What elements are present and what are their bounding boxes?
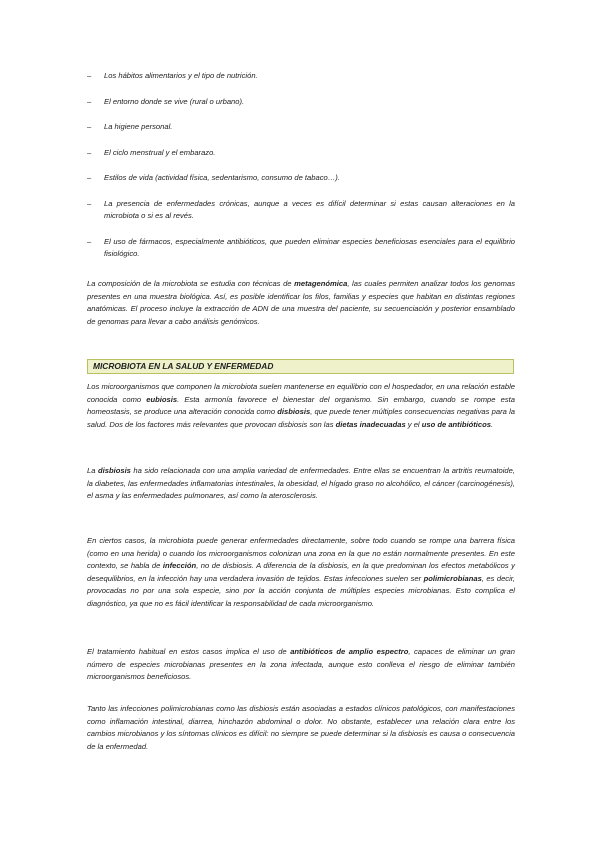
- list-item: [87, 147, 515, 160]
- paragraph-sintomas: Tanto las infecciones polimicrobianas como las disbiosis están asociadas a estados clínicos patológicos, con manifestaciones como inflamación intestinal, diarrea, hinchazón abdominal o dolor. No obstante, establecer una relación clara entre los cambios microbianos y los síntomas clínicos es difícil: no siempre se puede determinar si la disbiosis es causa o consecuencia de la enfermedad.: [87, 704, 515, 751]
- dash-marker: –: [87, 236, 92, 246]
- factors-list: [87, 70, 515, 274]
- dash-marker: –: [87, 173, 92, 182]
- list-item-text: El entorno donde se vive (rural o urbano).: [104, 96, 245, 106]
- list-item: [87, 172, 515, 185]
- section-heading: MICROBIOTA EN LA SALUD Y ENFERMEDAD: [87, 359, 514, 374]
- list-item: [87, 236, 515, 261]
- dash-marker: –: [87, 96, 92, 106]
- list-item-text: La presencia de enfermedades crónicas, aunque a veces es difícil determinar si estas causan alteraciones en la microbiota o si es al revés.: [104, 198, 515, 220]
- paragraph-infeccion: En ciertos casos, la microbiota puede generar enfermedades directamente, sobre todo cuando se rompe una barrera física (como en una herida) o cuando los microorganismos colonizan una zona en la que no están normalmente presentes. En este contexto, se habla de infección, no de disbiosis. A diferencia de la disbiosis, en la que predominan los efectos metabólicos y desequilibrios, en la infección hay una verdadera invasión de tejidos. Estas infecciones suelen ser polimicrobianas, es decir, provocadas no por una sola especie, sino por la acción conjunta de múltiples especies microbianas. Esto complica el diagnóstico, ya que no es fácil identificar la responsabilidad de cada microorganismo.: [87, 536, 515, 608]
- list-item-text: Los hábitos alimentarios y el tipo de nutrición.: [104, 71, 258, 80]
- list-item: [87, 96, 515, 109]
- dash-marker: –: [87, 71, 92, 80]
- list-item-text: Estilos de vida (actividad física, sedentarismo, consumo de tabaco…).: [104, 173, 340, 182]
- list-item-text: El uso de fármacos, especialmente antibióticos, que pueden eliminar especies beneficiosas esenciales para el equilibrio fisiológico.: [104, 236, 515, 258]
- dash-marker: –: [87, 198, 92, 208]
- paragraph-metagenomics: La composición de la microbiota se estudia con técnicas de metagenómica, las cuales permiten analizar todos los genomas presentes en una muestra biológica. Así, es posible identificar los filos, familias y especies que habitan en distintas regiones anatómicas. El proceso incluye la extracción de ADN de una muestra del paciente, su secuenciación y posterior ensamblado de genomas para llevar a cabo análisis genómicos.: [87, 279, 515, 326]
- list-item-text: El ciclo menstrual y el embarazo.: [104, 147, 216, 157]
- list-item: [87, 121, 515, 134]
- dash-marker: –: [87, 122, 92, 131]
- list-item-text: La higiene personal.: [104, 122, 173, 131]
- paragraph-disbiosis: La disbiosis ha sido relacionada con una amplia variedad de enfermedades. Entre ellas se encuentran la artritis reumatoide, la diabetes, las enfermedades inflamatorias intestinales, la obesidad, el hígado graso no alcohólico, el cáncer (carcinogénesis), el asma y las enfermedades pulmonares, así como la aterosclerosis.: [87, 466, 515, 501]
- paragraph-tratamiento: El tratamiento habitual en estos casos implica el uso de antibióticos de amplio espectro, capaces de eliminar un gran número de especies microbianas presentes en la zona infectada, aunque esto conlleva el riesgo de eliminar también microorganismos beneficiosos.: [87, 647, 515, 682]
- dash-marker: –: [87, 147, 92, 157]
- paragraph-eubiosis: Los microorganismos que componen la microbiota suelen mantenerse en equilibrio con el hospedador, en una relación estable conocida como eubiosis. Esta armonía favorece el bienestar del organismo. Sin embargo, cuando se rompe esta homeostasis, se produce una alteración conocida como disbiosis, que puede tener múltiples consecuencias negativas para la salud. Dos de los factores más relevantes que provocan disbiosis son las dietas inadecuadas y el uso de antibióticos.: [87, 382, 515, 429]
- list-item: [87, 198, 515, 223]
- list-item: [87, 70, 515, 83]
